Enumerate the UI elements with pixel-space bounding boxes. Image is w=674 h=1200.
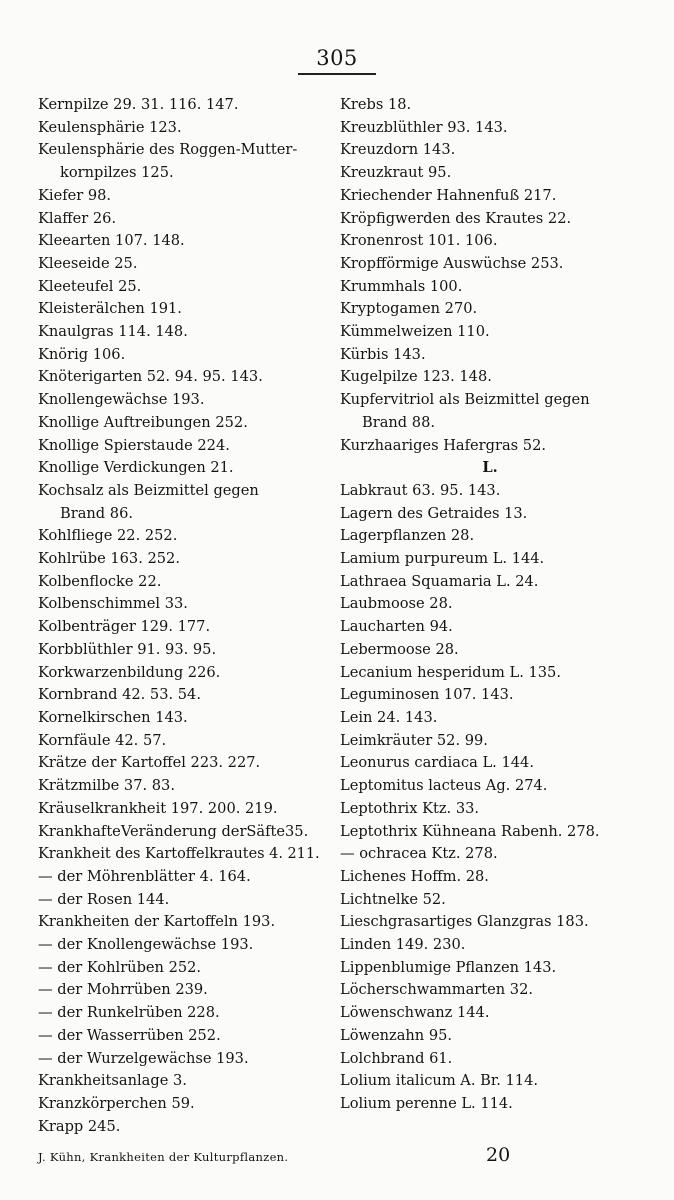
index-entry: Kreuzblüthler 93. 143. — [340, 118, 508, 136]
index-entry: Kupfervitriol als Beizmittel gegen — [340, 391, 590, 409]
index-entry: Kreuzdorn 143. — [340, 141, 456, 159]
index-entry: — der Knollengewächse 193. — [38, 936, 254, 954]
index-entry: Kreuzkraut 95. — [340, 164, 452, 182]
index-entry: Knollige Spierstaude 224. — [38, 436, 230, 454]
index-entry: Krummhals 100. — [340, 277, 463, 295]
index-entry: Krankheit des Kartoffelkrautes 4. 211. — [38, 845, 320, 863]
index-entry: Kurzhaariges Hafergras 52. — [340, 436, 546, 454]
index-entry: Knöterigarten 52. 94. 95. 143. — [38, 368, 263, 386]
index-entry: — der Runkelrüben 228. — [38, 1004, 220, 1022]
index-entry: Laucharten 94. — [340, 618, 453, 636]
footer-text: J. Kühn, Krankheiten der Kulturpflanzen. — [38, 1150, 289, 1164]
index-entry: — der Wurzelgewächse 193. — [38, 1049, 249, 1067]
index-entry: Kohlrübe 163. 252. — [38, 550, 180, 568]
index-entry: Lein 24. 143. — [340, 708, 438, 726]
index-entry: Leptomitus lacteus Ag. 274. — [340, 777, 548, 795]
header-rule — [298, 73, 376, 75]
index-entry: Lolium perenne L. 114. — [340, 1094, 513, 1112]
index-entry: Kräuselkrankheit 197. 200. 219. — [38, 799, 278, 817]
index-entry: Brand 86. — [60, 504, 133, 522]
index-entry: Labkraut 63. 95. 143. — [340, 481, 501, 499]
index-entry: Lichenes Hoffm. 28. — [340, 867, 489, 885]
index-entry: kornpilzes 125. — [60, 164, 174, 182]
index-entry: Krankheiten der Kartoffeln 193. — [38, 913, 276, 931]
index-entry: Krätzmilbe 37. 83. — [38, 777, 175, 795]
index-entry: Leptothrix Kühneana Rabenh. 278. — [340, 822, 600, 840]
index-entry: Lieschgrasartiges Glanzgras 183. — [340, 913, 589, 931]
index-entry: Korbblüthler 91. 93. 95. — [38, 640, 217, 658]
index-entry: Kolbenträger 129. 177. — [38, 618, 211, 636]
index-entry: Knollige Auftreibungen 252. — [38, 413, 248, 431]
index-entry: Lamium purpureum L. 144. — [340, 550, 545, 568]
index-entry: Klaffer 26. — [38, 209, 117, 227]
index-entry: Knollige Verdickungen 21. — [38, 459, 234, 477]
index-entry: — der Wasserrüben 252. — [38, 1026, 221, 1044]
index-entry: Leimkräuter 52. 99. — [340, 731, 488, 749]
index-entry: Lichtnelke 52. — [340, 890, 446, 908]
section-letter: L. — [482, 459, 498, 477]
index-entry: Kronenrost 101. 106. — [340, 232, 498, 250]
index-entry: Kohlfliege 22. 252. — [38, 527, 178, 545]
index-entry: Krätze der Kartoffel 223. 227. — [38, 754, 261, 772]
page-number: 305 — [316, 46, 358, 70]
index-entry: Knörig 106. — [38, 345, 126, 363]
index-entry: Kugelpilze 123. 148. — [340, 368, 492, 386]
index-column-right — [340, 94, 640, 1116]
index-entry: Kornbrand 42. 53. 54. — [38, 686, 201, 704]
index-entry: Kochsalz als Beizmittel gegen — [38, 481, 259, 499]
index-entry: Lagerpflanzen 28. — [340, 527, 475, 545]
index-entry: Lagern des Getraides 13. — [340, 504, 528, 522]
index-entry: Korkwarzenbildung 226. — [38, 663, 221, 681]
index-entry: Leguminosen 107. 143. — [340, 686, 514, 704]
index-entry: Kolbenflocke 22. — [38, 572, 162, 590]
index-entry: Brand 88. — [362, 413, 435, 431]
index-entry: Kröpfigwerden des Krautes 22. — [340, 209, 572, 227]
index-entry: Linden 149. 230. — [340, 936, 466, 954]
index-entry: Kernpilze 29. 31. 116. 147. — [38, 96, 239, 113]
index-entry: Kolbenschimmel 33. — [38, 595, 188, 613]
index-entry: Krapp 245. — [38, 1117, 121, 1135]
index-entry: Leptothrix Ktz. 33. — [340, 799, 480, 817]
index-entry: — der Kohlrüben 252. — [38, 958, 202, 976]
index-entry: — der Rosen 144. — [38, 890, 170, 908]
index-entry: Kümmelweizen 110. — [340, 323, 490, 341]
index-entry: Kornelkirschen 143. — [38, 708, 188, 726]
index-entry: Kornfäule 42. 57. — [38, 731, 167, 749]
index-entry: Kleeteufel 25. — [38, 277, 142, 295]
index-entry: Laubmoose 28. — [340, 595, 453, 613]
index-column-left — [38, 94, 320, 1138]
index-entry: Krankheitsanlage 3. — [38, 1072, 187, 1090]
index-entry: Lathraea Squamaria L. 24. — [340, 572, 539, 590]
index-entry: Löwenschwanz 144. — [340, 1004, 490, 1022]
index-entry: — der Möhrenblätter 4. 164. — [38, 867, 251, 885]
index-entry: Leonurus cardiaca L. 144. — [340, 754, 534, 772]
index-entry: Lippenblumige Pflanzen 143. — [340, 958, 557, 976]
index-entry: Kriechender Hahnenfuß 217. — [340, 186, 557, 204]
index-entry: — ochracea Ktz. 278. — [340, 845, 498, 863]
index-entry: — der Mohrrüben 239. — [38, 981, 208, 999]
index-entry: Lolchbrand 61. — [340, 1049, 453, 1067]
index-entry: Kryptogamen 270. — [340, 300, 478, 318]
index-entry: Kleearten 107. 148. — [38, 232, 185, 250]
index-entry: Knaulgras 114. 148. — [38, 323, 188, 341]
index-entry: Kürbis 143. — [340, 345, 426, 363]
index-entry: Keulensphärie 123. — [38, 118, 182, 136]
index-entry: Kiefer 98. — [38, 186, 112, 204]
signature-mark: 20 — [486, 1144, 511, 1166]
index-entry: Lebermoose 28. — [340, 640, 459, 658]
index-entry: Kropfförmige Auswüchse 253. — [340, 254, 564, 272]
index-entry: Löcherschwammarten 32. — [340, 981, 534, 999]
index-entry: Lolium italicum A. Br. 114. — [340, 1072, 538, 1090]
index-entry: Knollengewächse 193. — [38, 391, 205, 409]
index-entry: Krebs 18. — [340, 96, 412, 113]
index-entry: KrankhafteVeränderung derSäfte35. — [38, 822, 309, 840]
index-entry: Lecanium hesperidum L. 135. — [340, 663, 561, 681]
index-entry: Löwenzahn 95. — [340, 1026, 453, 1044]
index-entry: Kleisterälchen 191. — [38, 300, 182, 318]
index-entry: Keulensphärie des Roggen-Mutter- — [38, 141, 298, 159]
index-entry: Kranzkörperchen 59. — [38, 1094, 195, 1112]
index-entry: Kleeseide 25. — [38, 254, 138, 272]
